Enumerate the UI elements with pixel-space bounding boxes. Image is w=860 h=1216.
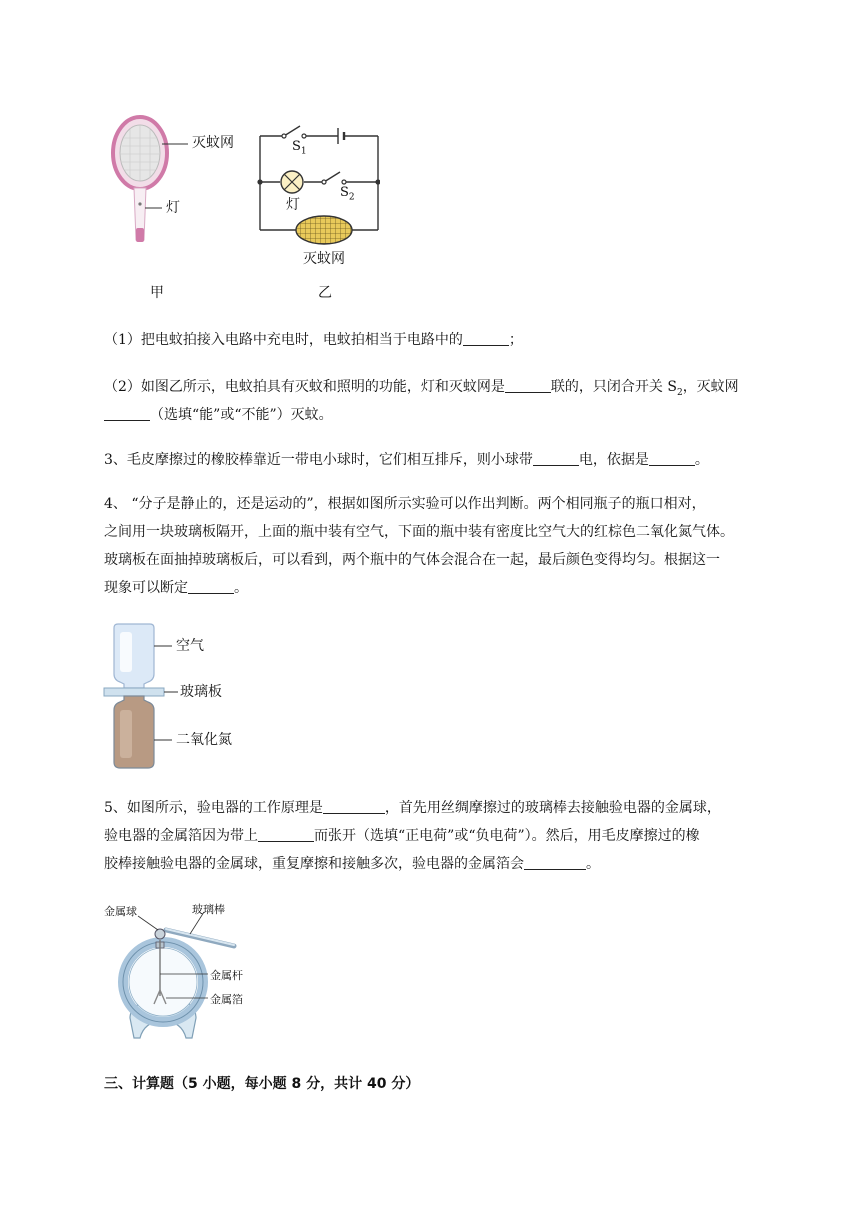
question-3: 3、毛皮摩擦过的橡胶棒靠近一带电小球时，它们相互排斥，则小球带 电，依据是 。 [104, 452, 709, 468]
question-5 [104, 794, 804, 878]
label-jia: 甲 [150, 285, 164, 301]
label-glass-plate: 玻璃板 [180, 684, 222, 700]
answer-blank[interactable] [524, 855, 586, 870]
circuit-net-label: 灭蚊网 [303, 251, 345, 267]
question-5-line: 验电器的金属箔因为带上 而张开（选填“正电荷”或“负电荷”）。然后，用毛皮摩擦过的橡 [104, 828, 700, 844]
answer-blank[interactable] [104, 406, 150, 421]
label-metal-foil: 金属箔 [210, 993, 243, 1006]
question-4 [104, 490, 804, 602]
figure-gas-diffusion [100, 622, 260, 772]
q2-part2-line2: （选填“能”或“不能”）灭蚊。 [104, 405, 333, 425]
label-glass-rod: 玻璃棒 [192, 903, 225, 916]
label-net: 灭蚊网 [192, 135, 234, 151]
swatter-illustration [100, 108, 380, 308]
label-yi: 乙 [318, 285, 332, 301]
answer-blank[interactable] [323, 799, 385, 814]
label-air: 空气 [176, 638, 204, 654]
q2-part2-line1: （2）如图乙所示，电蚊拍具有灭蚊和照明的功能，灯和灭蚊网是 联的，只闭合开关 $S_2$，灭蚊网 [104, 379, 739, 398]
answer-blank[interactable] [188, 579, 234, 594]
section-heading: 三、计算题（5 小题，每小题 8 分，共计 40 分） [104, 1076, 420, 1092]
answer-blank[interactable] [533, 451, 579, 466]
figure-electroscope [100, 898, 270, 1048]
question-4-line: 玻璃板在面抽掉玻璃板后，可以看到，两个瓶中的气体会混合在一起，最后颜色变得均匀。根据这一 [104, 552, 720, 568]
answer-blank[interactable] [258, 827, 314, 842]
question-4-line: 之间用一块玻璃板隔开，上面的瓶中装有空气，下面的瓶中装有密度比空气大的红棕色二氧化氮气体。 [104, 524, 734, 540]
question-5-line: 5、如图所示，验电器的工作原理是 ，首先用丝绸摩擦过的玻璃棒去接触验电器的金属球， [104, 800, 721, 816]
label-metal-stem: 金属杆 [210, 969, 243, 982]
electroscope-illustration [100, 898, 270, 1048]
label-nitrogen-dioxide: 二氧化氮 [176, 732, 232, 748]
q2-part1: （1）把电蚊拍接入电路中充电时，电蚊拍相当于电路中的 ； [104, 332, 523, 348]
label-metal-ball: 金属球 [104, 905, 137, 918]
circuit-lamp-label: 灯 [286, 197, 300, 213]
answer-blank[interactable] [463, 331, 509, 346]
circuit-switch-s2-label: $S_2$ [340, 185, 355, 203]
question-5-line: 胶棒接触验电器的金属球，重复摩擦和接触多次，验电器的金属箔会 。 [104, 856, 600, 872]
question-4-line: 4、 “分子是静止的，还是运动的”，根据如图所示实验可以作出判断。两个相同瓶子的瓶口相对， [104, 496, 706, 512]
circuit-switch-s1-label: $S_1$ [292, 139, 307, 157]
answer-blank[interactable] [505, 378, 551, 393]
question-4-line: 现象可以断定 。 [104, 580, 248, 596]
label-lamp: 灯 [166, 200, 180, 216]
answer-blank[interactable] [649, 451, 695, 466]
figure-mosquito-swatter [100, 108, 380, 308]
